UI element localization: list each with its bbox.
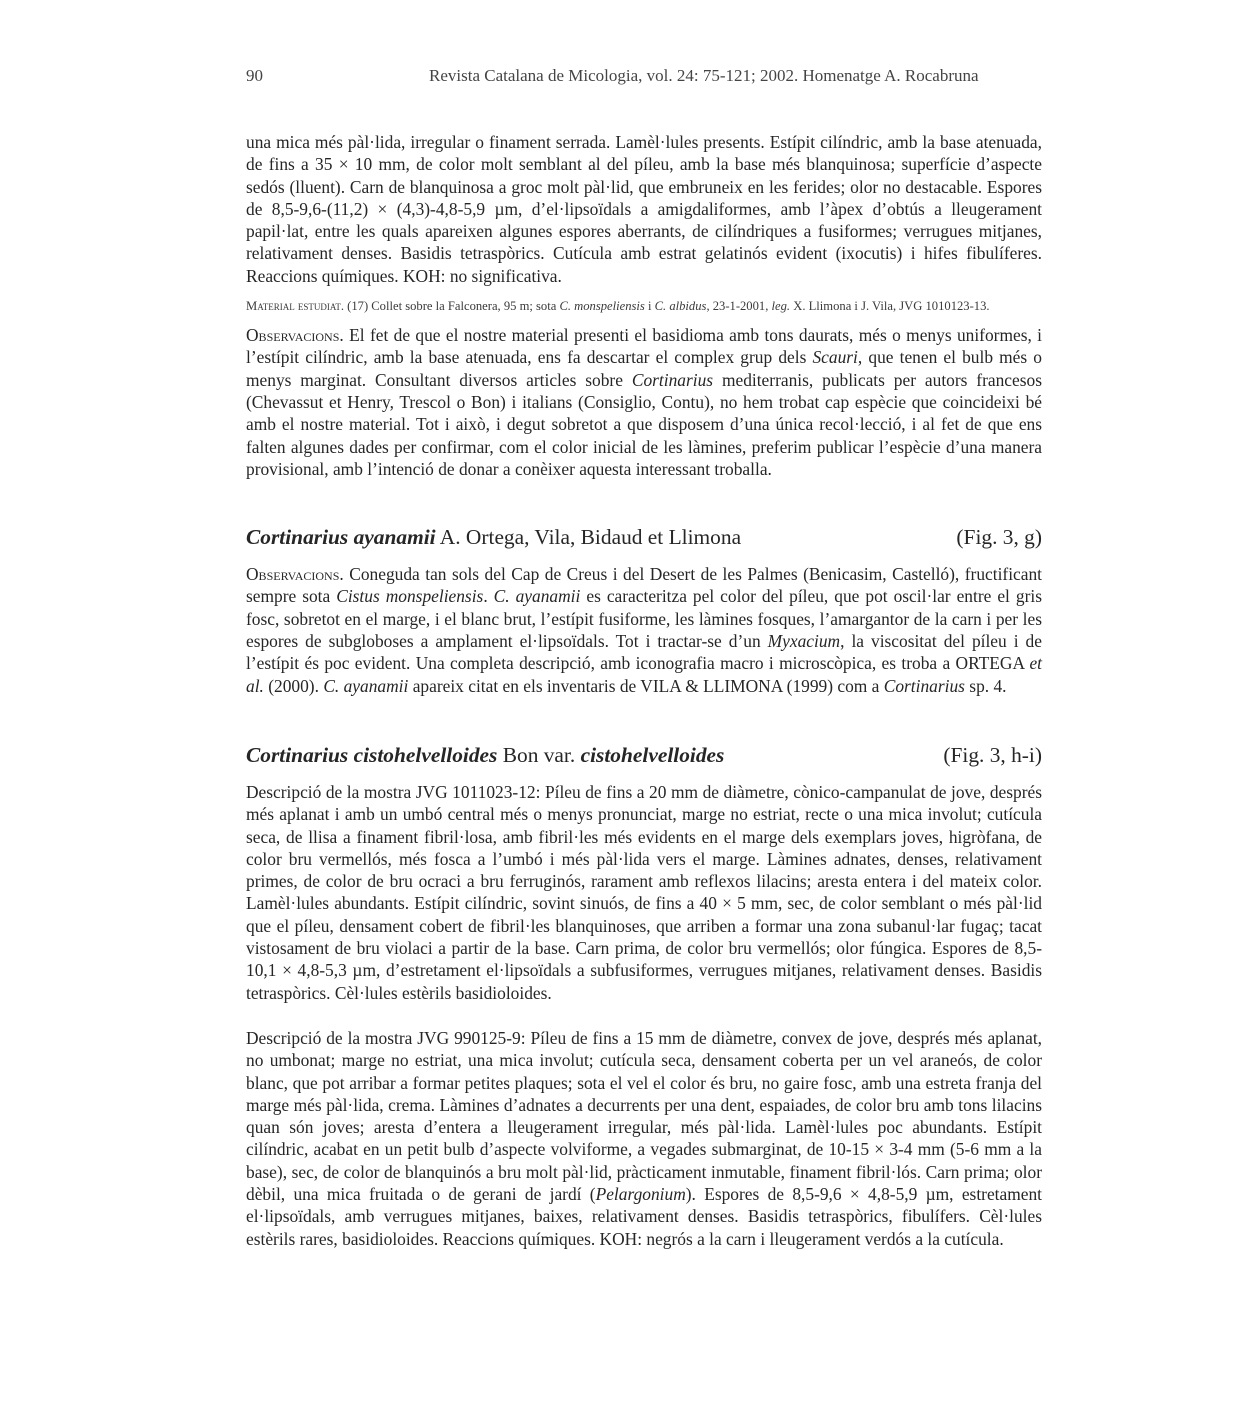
species-heading-cistohelvelloides [246,739,1042,771]
figure-reference: (Fig. 3, h-i) [943,742,1042,767]
figure-reference: (Fig. 3, g) [956,525,1042,550]
body-text [246,131,1042,1250]
species-name: Cortinarius cistohelvelloides [246,742,498,767]
observations-paragraph-2: Observacions. Coneguda tan sols del Cap de Creus i del Desert de les Palmes (Benicasim, Castelló), fructificant sempre sota Cistus monspeliensis. C. ayanamii es caracteritza pel color del píleu, que pot oscil·lar entre el gris fosc, sobretot en el marge, i el blanc brut, l’estípit fusiforme, les làmines fosques, l’amargantor de la carn i per les espores de subgloboses a amplament el·lipsoïdals. Tot i tractar-se d’un Myxacium, la viscositat del píleu i de l’estípit és poc evident. Una completa descripció, amb iconografia macro i microscòpica, es troba a ORTEGA et al. (2000). C. ayanamii apareix citat en els inventaris de VILA & LLIMONA (1999) com a Cortinarius sp. 4. [246,564,1042,696]
variety-name: cistohelvelloides [580,742,725,767]
material-label: Material estudiat. [246,299,344,314]
observations-label: Observacions. [246,564,344,585]
species-authors: Bon var. [502,742,576,767]
sample-description-1: Descripció de la mostra JVG 1011023-12: Píleu de fins a 20 mm de diàmetre, cònico-campanulat de jove, després més aplanat i amb un umbó central més o menys pronunciat, marge no estriat, recte o una mica involut; cutícula seca, de llisa a finament fibril·losa, amb fibril·les més evidents en el marge dels exemplars joves, higròfana, de color bru vermellós, més fosca a l’umbó i més pàl·lida vers el marge. Làmines adnates, denses, relativament primes, de color de bru ocraci a bru ferruginós, rarament amb reflexos lilacins; aresta entera i del mateix color. Lamèl·lules abundants. Estípit cilíndric, sovint sinuós, de fins a 40 × 5 mm, sec, de color semblant o més pàl·lid que el píleu, densament cobert de fibril·les blanquinoses, que arriben a formar una zona subanul·lar fugaç; tacat vistosament de bru violaci a partir de la base. Carn prima, de color bru vermellós; olor fúngica. Espores de 8,5-10,1 × 4,8-5,3 µm, d’estretament el·lipsoïdals a subfusiformes, verrugues mitjanes, relativament denses. Basidis tetraspòrics. Cèl·lules estèrils basidioloides. [246,781,1042,1003]
observations-label: Observacions. [246,325,344,346]
species-name: Cortinarius ayanamii [246,525,436,550]
description-continued-paragraph: una mica més pàl·lida, irregular o finament serrada. Lamèl·lules presents. Estípit cilíndric, amb la base atenuada, de fins a 35 × 10 mm, de color molt semblant al del píleu, amb la base més blanquinosa; superfície d’aspecte sedós (lluent). Carn de blanquinosa a groc molt pàl·lid, que embruneix en les ferides; olor no destacable. Espores de 8,5-9,6-(11,2) × (4,3)-4,8-5,9 µm, d’el·lipsoïdals a amigdaliformes, amb l’àpex d’obtús a lleugerament papil·lat, entre les quals apareixen algunes espores aberrants, de cilíndriques a fusiformes; verrugues mitjanes, relativament denses. Basidis tetraspòrics. Cutícula amb estrat gelatinós evident (ixocutis) i hifes fibulíferes. Reaccions químiques. KOH: no significativa. [246,132,1042,286]
sample-description-2: Descripció de la mostra JVG 990125-9: Píleu de fins a 15 mm de diàmetre, convex de jove, després més aplanat, no umbonat; marge no estriat, una mica involut; cutícula seca, densament coberta per un vel araneós, de color blanc, que pot arribar a formar petites plaques; sota el vel el color és bru, no gaire fosc, amb una estreta franja del marge més pàl·lida, crema. Làmines d’adnates a decurrents per una dent, espaiades, de color bru amb tons lilacins quan són joves; aresta d’entera a lleugerament irregular, més pàl·lida. Lamèl·lules poc abundants. Estípit cilíndric, acabat en un petit bulb d’aspecte volviforme, a vegades submarginat, de 10-15 × 3-4 mm (5-6 mm a la base), sec, de color de blanquinós a bru molt pàl·lid, pràcticament inmutable, finament fibril·lós. Carn prima; olor dèbil, una mica fruitada o de gerani de jardí (Pelargonium). Espores de 8,5-9,6 × 4,8-5,9 µm, estretament el·lipsoïdals, amb verrugues mitjanes, baixes, relativament denses. Basidis tetraspòrics, fibulífers. Cèl·lules estèrils rares, basidioloides. Reaccions químiques. KOH: negrós a la carn i lleugerament verdós a la cutícula. [246,1027,1042,1249]
observations-paragraph-1: Observacions. El fet de que el nostre material presenti el basidioma amb tons daurats, més o menys uniformes, i l’estípit cilíndric, amb la base atenuada, ens fa descartar el complex grup dels Scauri, que tenen el bulb més o menys marginat. Consultant diversos articles sobre Cortinarius mediterranis, publicats per autors francesos (Chevassut et Henry, Trescol o Bon) i italians (Consiglio, Contu), no hem trobat cap espècie que coincideixi bé amb el nostre material. Tot i això, i degut sobretot a que disposem d’una única recol·lecció, i al fet de que ens falten algunes dades per confirmar, com el color inicial de les làmines, preferim publicar l’espècie d’una manera provisional, amb l’intenció de donar a conèixer aquesta interessant troballa. [246,325,1042,479]
species-authors: A. Ortega, Vila, Bidaud et Llimona [439,525,742,550]
journal-citation: Revista Catalana de Micologia, vol. 24: 75-121; 2002. Homenatge A. Rocabruna [429,66,979,85]
page-number: 90 [246,66,263,85]
material-studied-paragraph: Material estudiat. (17) Collet sobre la Falconera, 95 m; sota C. monspeliensis i C. albidus, 23-1-2001, leg. X. Llimona i J. Vila, JVG 1010123-13. [246,299,990,314]
running-header [246,66,1042,92]
species-heading-ayanamii [246,521,1042,553]
